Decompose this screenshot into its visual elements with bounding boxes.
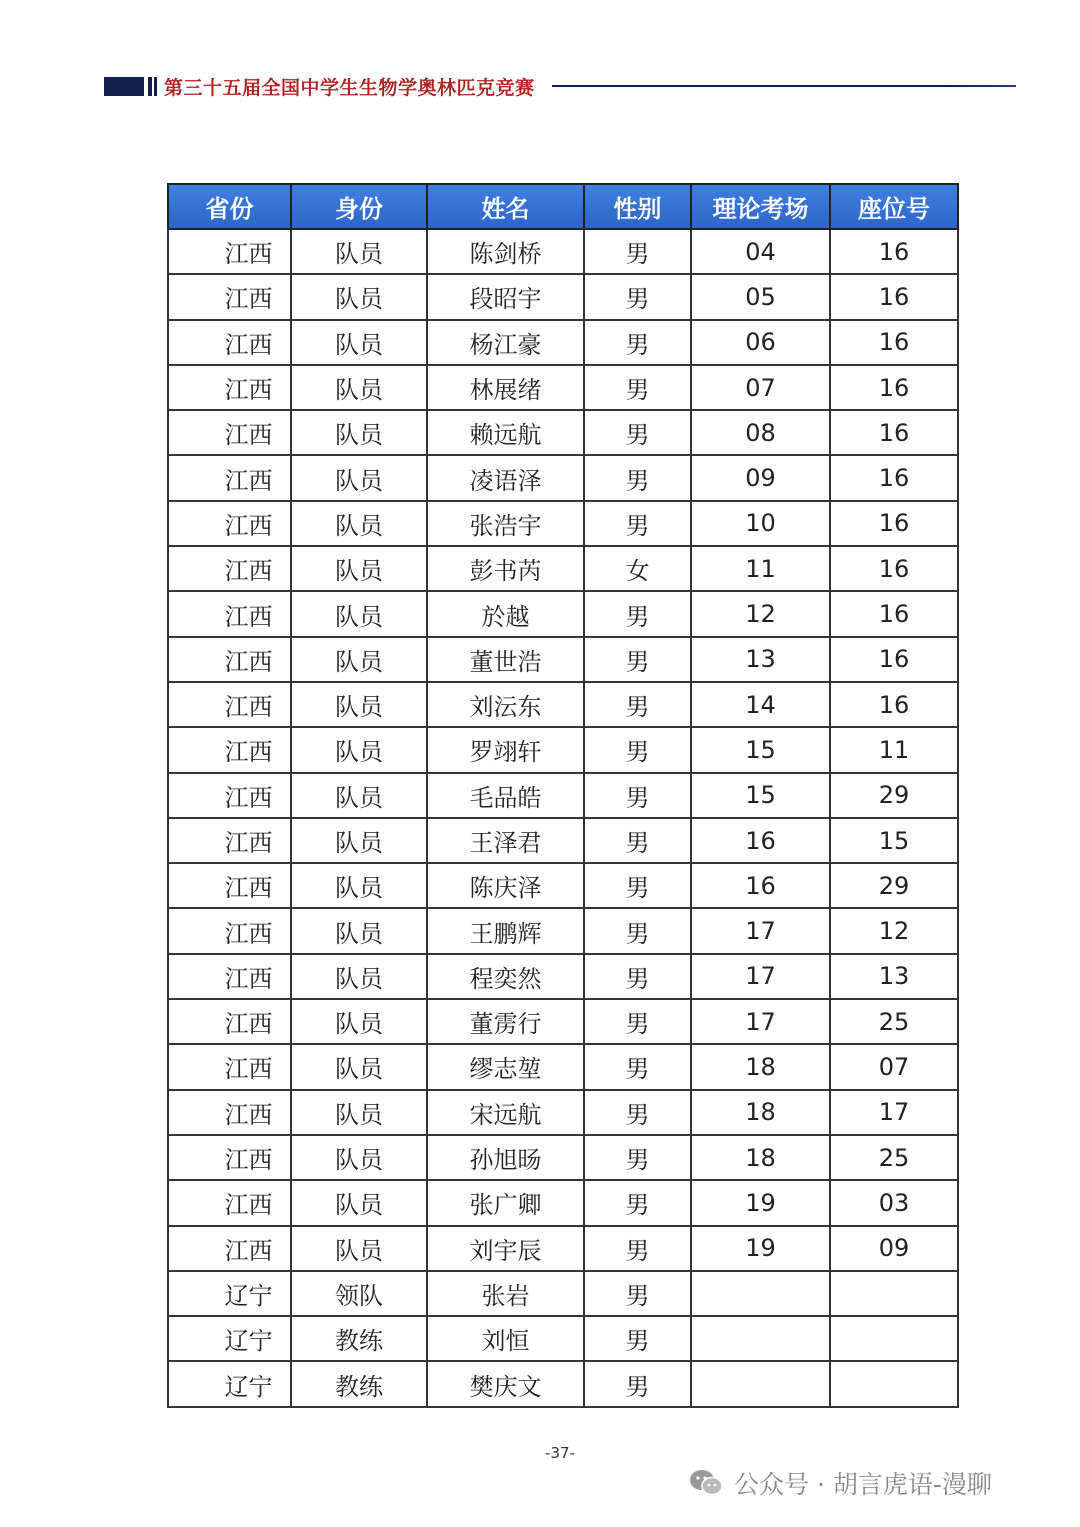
cell-role: 队员 [291, 863, 427, 908]
cell-role: 队员 [291, 999, 427, 1044]
cell-seat: 16 [830, 591, 958, 636]
cell-province: 江西 [168, 274, 291, 319]
cell-gender: 女 [584, 546, 691, 591]
cell-seat [830, 1316, 958, 1361]
cell-name: 张岩 [427, 1271, 584, 1316]
cell-seat [830, 1271, 958, 1316]
table-row [168, 274, 958, 319]
table-row [168, 818, 958, 863]
cell-role: 队员 [291, 908, 427, 953]
cell-province: 江西 [168, 229, 291, 274]
column-header-role: 身份 [291, 184, 427, 229]
cell-gender: 男 [584, 1361, 691, 1406]
header-title: 第三十五届全国中学生生物学奥林匹克竞赛 [164, 77, 535, 99]
cell-seat: 03 [830, 1180, 958, 1225]
cell-name: 赖远航 [427, 410, 584, 455]
table-row [168, 1180, 958, 1225]
cell-gender: 男 [584, 818, 691, 863]
cell-exam-room: 05 [691, 274, 830, 319]
cell-gender: 男 [584, 455, 691, 500]
watermark [688, 1465, 992, 1501]
cell-gender: 男 [584, 908, 691, 953]
cell-gender: 男 [584, 727, 691, 772]
table-row [168, 365, 958, 410]
table-row [168, 591, 958, 636]
cell-name: 樊庆文 [427, 1361, 584, 1406]
table-row [168, 908, 958, 953]
cell-province: 江西 [168, 546, 291, 591]
cell-role: 队员 [291, 501, 427, 546]
cell-exam-room [691, 1271, 830, 1316]
cell-exam-room: 04 [691, 229, 830, 274]
cell-role: 领队 [291, 1271, 427, 1316]
cell-name: 缪志堃 [427, 1044, 584, 1089]
cell-province: 江西 [168, 1090, 291, 1135]
table-row [168, 501, 958, 546]
cell-exam-room: 13 [691, 637, 830, 682]
table-row [168, 863, 958, 908]
cell-name: 林展绪 [427, 365, 584, 410]
cell-role: 队员 [291, 455, 427, 500]
cell-gender: 男 [584, 999, 691, 1044]
cell-gender: 男 [584, 773, 691, 818]
cell-gender: 男 [584, 1044, 691, 1089]
cell-gender: 男 [584, 863, 691, 908]
header-rule [552, 85, 1016, 87]
cell-seat: 16 [830, 320, 958, 365]
table-row [168, 1271, 958, 1316]
cell-name: 彭书芮 [427, 546, 584, 591]
cell-role: 队员 [291, 229, 427, 274]
cell-name: 刘沄东 [427, 682, 584, 727]
cell-exam-room: 16 [691, 863, 830, 908]
cell-seat: 16 [830, 274, 958, 319]
cell-role: 队员 [291, 773, 427, 818]
column-header-seat: 座位号 [830, 184, 958, 229]
cell-seat [830, 1361, 958, 1406]
cell-province: 江西 [168, 773, 291, 818]
cell-role: 队员 [291, 682, 427, 727]
cell-name: 王鹏辉 [427, 908, 584, 953]
cell-name: 毛品皓 [427, 773, 584, 818]
cell-role: 教练 [291, 1361, 427, 1406]
cell-name: 张广卿 [427, 1180, 584, 1225]
cell-province: 辽宁 [168, 1361, 291, 1406]
cell-province: 江西 [168, 682, 291, 727]
table-row [168, 455, 958, 500]
cell-gender: 男 [584, 1090, 691, 1135]
cell-name: 张浩宇 [427, 501, 584, 546]
cell-gender: 男 [584, 229, 691, 274]
cell-role: 队员 [291, 1044, 427, 1089]
cell-name: 陈庆泽 [427, 863, 584, 908]
roster-table [167, 183, 959, 1408]
table-row [168, 410, 958, 455]
cell-gender: 男 [584, 637, 691, 682]
table-row [168, 954, 958, 999]
table-row [168, 546, 958, 591]
cell-gender: 男 [584, 1180, 691, 1225]
cell-name: 於越 [427, 591, 584, 636]
cell-gender: 男 [584, 1271, 691, 1316]
cell-exam-room: 17 [691, 954, 830, 999]
cell-seat: 15 [830, 818, 958, 863]
table-row [168, 1316, 958, 1361]
cell-role: 队员 [291, 727, 427, 772]
cell-gender: 男 [584, 1226, 691, 1271]
cell-seat: 25 [830, 1135, 958, 1180]
table-row [168, 1135, 958, 1180]
table-row [168, 999, 958, 1044]
page-header [104, 72, 1016, 102]
cell-exam-room: 06 [691, 320, 830, 365]
cell-name: 王泽君 [427, 818, 584, 863]
table-row [168, 1090, 958, 1135]
table-header-row [168, 184, 958, 229]
cell-exam-room: 15 [691, 773, 830, 818]
table-row [168, 637, 958, 682]
cell-role: 队员 [291, 1135, 427, 1180]
cell-province: 江西 [168, 637, 291, 682]
cell-gender: 男 [584, 410, 691, 455]
cell-seat: 17 [830, 1090, 958, 1135]
cell-role: 队员 [291, 274, 427, 319]
cell-exam-room: 16 [691, 818, 830, 863]
cell-seat: 16 [830, 229, 958, 274]
cell-province: 江西 [168, 410, 291, 455]
cell-seat: 16 [830, 546, 958, 591]
column-header-province: 省份 [168, 184, 291, 229]
cell-exam-room: 18 [691, 1044, 830, 1089]
cell-role: 队员 [291, 410, 427, 455]
cell-province: 辽宁 [168, 1271, 291, 1316]
cell-exam-room [691, 1361, 830, 1406]
cell-exam-room: 19 [691, 1226, 830, 1271]
cell-seat: 07 [830, 1044, 958, 1089]
cell-province: 江西 [168, 1044, 291, 1089]
header-accent-bar [154, 77, 157, 96]
cell-role: 队员 [291, 546, 427, 591]
page-number: -37- [545, 1444, 575, 1462]
cell-province: 江西 [168, 455, 291, 500]
cell-name: 罗翊轩 [427, 727, 584, 772]
cell-name: 董世浩 [427, 637, 584, 682]
cell-exam-room: 09 [691, 455, 830, 500]
cell-seat: 09 [830, 1226, 958, 1271]
cell-seat: 16 [830, 365, 958, 410]
cell-gender: 男 [584, 1316, 691, 1361]
cell-gender: 男 [584, 274, 691, 319]
column-header-exam-room: 理论考场 [691, 184, 830, 229]
cell-gender: 男 [584, 682, 691, 727]
column-header-gender: 性别 [584, 184, 691, 229]
table-body [168, 229, 958, 1407]
cell-role: 队员 [291, 365, 427, 410]
cell-province: 江西 [168, 863, 291, 908]
cell-province: 江西 [168, 727, 291, 772]
cell-role: 队员 [291, 954, 427, 999]
table-row [168, 1226, 958, 1271]
cell-gender: 男 [584, 954, 691, 999]
cell-gender: 男 [584, 320, 691, 365]
cell-exam-room: 18 [691, 1135, 830, 1180]
cell-province: 江西 [168, 818, 291, 863]
cell-province: 江西 [168, 908, 291, 953]
cell-role: 队员 [291, 637, 427, 682]
cell-province: 江西 [168, 1226, 291, 1271]
cell-seat: 29 [830, 773, 958, 818]
cell-name: 陈剑桥 [427, 229, 584, 274]
cell-gender: 男 [584, 501, 691, 546]
cell-seat: 16 [830, 637, 958, 682]
cell-seat: 29 [830, 863, 958, 908]
cell-name: 宋远航 [427, 1090, 584, 1135]
cell-name: 刘恒 [427, 1316, 584, 1361]
cell-name: 凌语泽 [427, 455, 584, 500]
cell-exam-room: 18 [691, 1090, 830, 1135]
cell-exam-room: 11 [691, 546, 830, 591]
cell-gender: 男 [584, 591, 691, 636]
cell-seat: 13 [830, 954, 958, 999]
cell-name: 刘宇辰 [427, 1226, 584, 1271]
cell-name: 杨江豪 [427, 320, 584, 365]
cell-province: 江西 [168, 954, 291, 999]
cell-province: 江西 [168, 1135, 291, 1180]
column-header-name: 姓名 [427, 184, 584, 229]
cell-exam-room: 17 [691, 999, 830, 1044]
cell-exam-room: 08 [691, 410, 830, 455]
cell-role: 队员 [291, 818, 427, 863]
cell-exam-room: 17 [691, 908, 830, 953]
cell-exam-room: 15 [691, 727, 830, 772]
table-row [168, 773, 958, 818]
table-row [168, 1361, 958, 1406]
cell-province: 江西 [168, 320, 291, 365]
cell-seat: 16 [830, 455, 958, 500]
cell-seat: 11 [830, 727, 958, 772]
cell-name: 董雳行 [427, 999, 584, 1044]
cell-exam-room: 12 [691, 591, 830, 636]
cell-province: 辽宁 [168, 1316, 291, 1361]
cell-seat: 12 [830, 908, 958, 953]
cell-exam-room: 19 [691, 1180, 830, 1225]
cell-exam-room: 10 [691, 501, 830, 546]
cell-role: 队员 [291, 1226, 427, 1271]
watermark-text: 公众号 · 胡言虎语-漫聊 [734, 1470, 992, 1499]
cell-seat: 16 [830, 501, 958, 546]
cell-gender: 男 [584, 1135, 691, 1180]
table-row [168, 229, 958, 274]
cell-role: 队员 [291, 591, 427, 636]
cell-name: 段昭宇 [427, 274, 584, 319]
cell-seat: 16 [830, 410, 958, 455]
cell-role: 队员 [291, 1180, 427, 1225]
cell-seat: 25 [830, 999, 958, 1044]
table-row [168, 727, 958, 772]
cell-province: 江西 [168, 1180, 291, 1225]
table-row [168, 682, 958, 727]
wechat-icon [688, 1468, 724, 1498]
cell-exam-room [691, 1316, 830, 1361]
cell-role: 教练 [291, 1316, 427, 1361]
cell-exam-room: 07 [691, 365, 830, 410]
header-logo-block [104, 77, 144, 96]
table-row [168, 1044, 958, 1089]
cell-province: 江西 [168, 591, 291, 636]
cell-province: 江西 [168, 365, 291, 410]
header-accent-bar [148, 77, 152, 96]
cell-province: 江西 [168, 999, 291, 1044]
cell-name: 孙旭旸 [427, 1135, 584, 1180]
table-row [168, 320, 958, 365]
cell-exam-room: 14 [691, 682, 830, 727]
cell-gender: 男 [584, 365, 691, 410]
cell-role: 队员 [291, 1090, 427, 1135]
cell-role: 队员 [291, 320, 427, 365]
cell-province: 江西 [168, 501, 291, 546]
cell-name: 程奕然 [427, 954, 584, 999]
cell-seat: 16 [830, 682, 958, 727]
